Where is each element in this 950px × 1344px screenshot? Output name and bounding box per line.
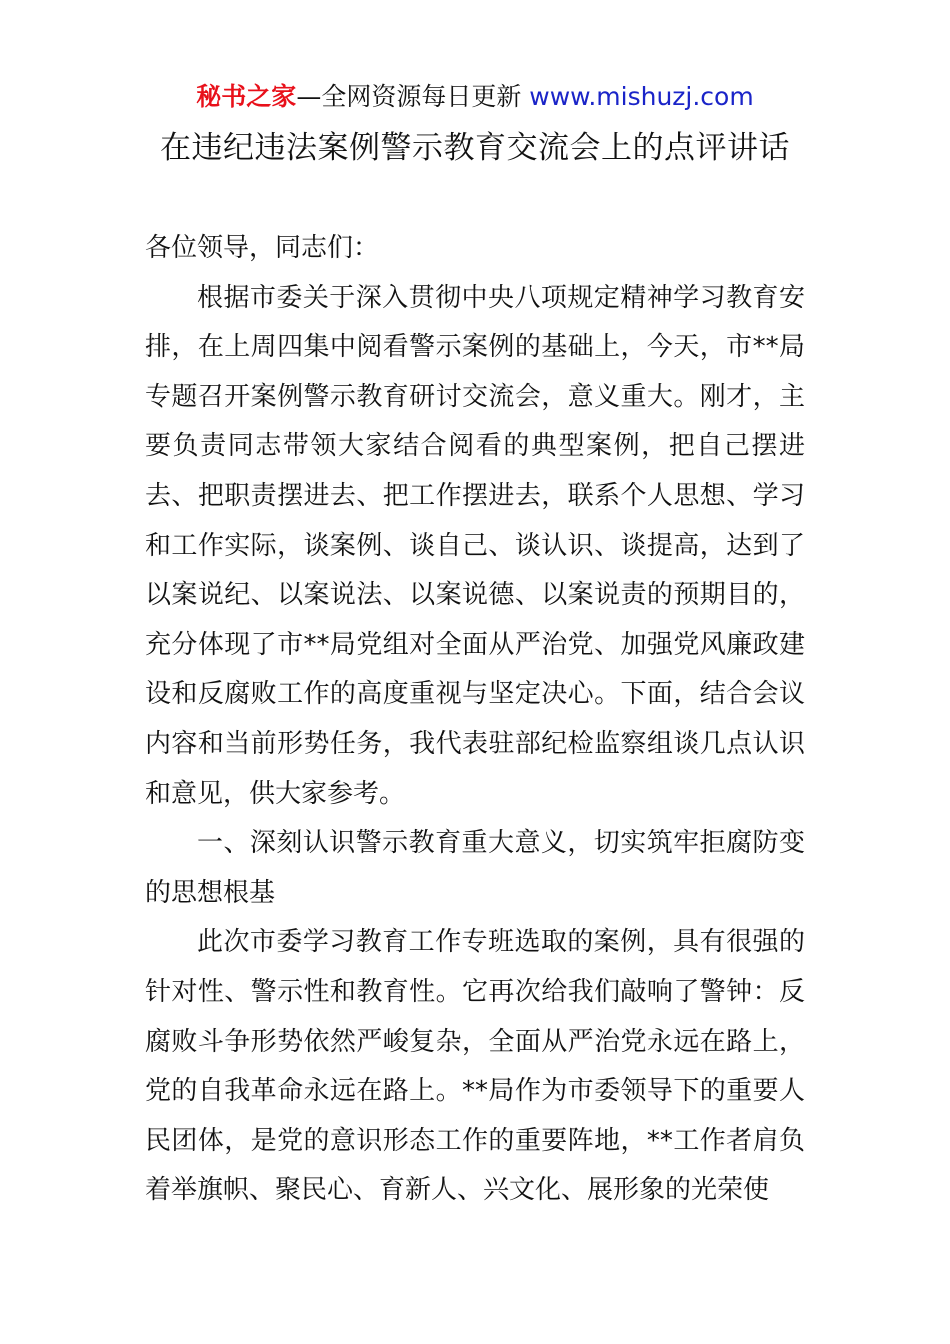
document-title: 在违纪违法案例警示教育交流会上的点评讲话 <box>160 130 790 166</box>
document-body <box>145 224 805 1216</box>
greeting: 各位领导，同志们： <box>145 233 380 263</box>
site-url-link[interactable]: www.mishuzj.com <box>529 82 754 111</box>
brand-name: 秘书之家 <box>196 82 297 111</box>
section-heading: 一、深刻认识警示教育重大意义，切实筑牢拒腐防变的思想根基 <box>145 828 805 908</box>
site-header <box>0 80 950 114</box>
paragraph: 根据市委关于深入贯彻中央八项规定精神学习教育安排，在上周四集中阅看警示案例的基础上，今天，市**局专题召开案例警示教育研讨交流会，意义重大。刚才，主要负责同志带领大家结合阅看的典型案例，把自己摆进去、把职责摆进去、把工作摆进去，联系个人思想、学习和工作实际，谈案例、谈自己、谈认识、谈提高，达到了以案说纪、以案说法、以案说德、以案说责的预期目的，充分体现了市**局党组对全面从严治党、加强党风廉政建设和反腐败工作的高度重视与坚定决心。下面，结合会议内容和当前形势任务，我代表驻部纪检监察组谈几点认识和意见，供大家参考。 <box>145 282 805 809</box>
paragraph: 此次市委学习教育工作专班选取的案例，具有很强的针对性、警示性和教育性。它再次给我们敲响了警钟：反腐败斗争形势依然严峻复杂，全面从严治党永远在路上，党的自我革命永远在路上。**局作为市委领导下的重要人民团体，是党的意识形态工作的重要阵地，**工作者肩负着举旗帜、聚民心、育新人、兴文化、展形象的光荣使 <box>145 927 805 1206</box>
header-tagline: —全网资源每日更新 <box>296 82 522 111</box>
